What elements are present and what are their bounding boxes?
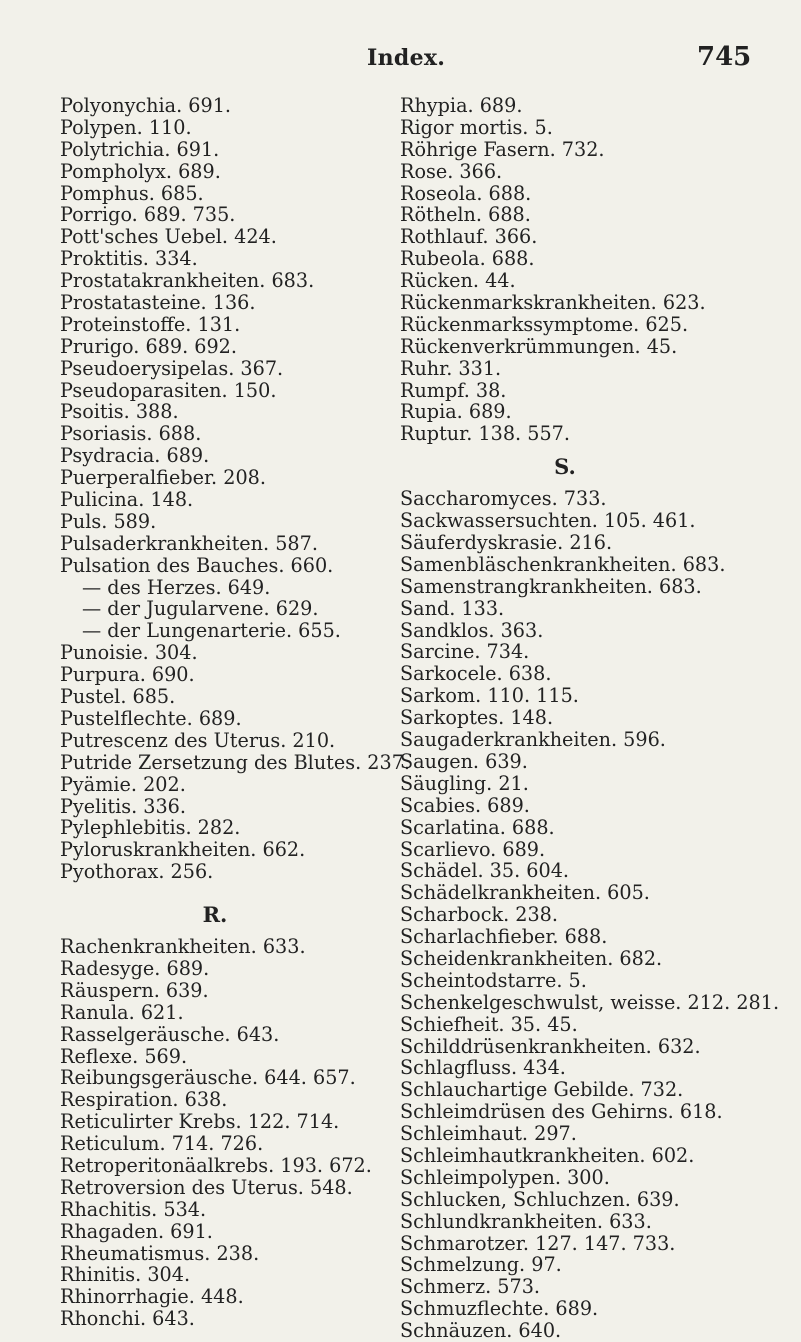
index-entry: Putride Zersetzung des Blutes. 237. (60, 750, 411, 774)
right-column (400, 95, 800, 1342)
index-entry: Pylephlebitis. 282. (60, 816, 241, 840)
index-entry: Schlagfluss. 434. (400, 1056, 566, 1080)
index-entry: Proktitis. 334. (60, 247, 198, 271)
index-entry: Pustel. 685. (60, 685, 176, 709)
index-entry: Radesyge. 689. (60, 956, 210, 980)
index-entry: Punoisie. 304. (60, 641, 198, 665)
index-entry: Säuferdyskrasie. 216. (400, 531, 613, 555)
index-entry: Pyloruskrankheiten. 662. (60, 838, 306, 862)
entry-list-p (60, 94, 411, 884)
entry-list-s (400, 488, 800, 1342)
index-entry: Pulsation des Bauches. 660. (60, 553, 334, 577)
index-entry: Putrescenz des Uterus. 210. (60, 728, 336, 752)
entry-list-r-continued (400, 95, 800, 445)
index-entry: Röhrige Fasern. 732. (400, 137, 605, 161)
index-entry: Reticulum. 714. 726. (60, 1132, 264, 1156)
index-entry: Pott'sches Uebel. 424. (60, 225, 277, 249)
index-entry: Psoitis. 388. (60, 400, 179, 424)
index-entry: Scarlatina. 688. (400, 815, 555, 839)
entry-list-r (60, 936, 390, 1330)
index-entry: Ruhr. 331. (400, 356, 502, 380)
index-entry: Schädel. 35. 604. (400, 859, 569, 883)
index-entry: Schmuzflechte. 689. (400, 1297, 599, 1321)
index-entry: Rhinitis. 304. (60, 1263, 191, 1287)
index-entry: Samenbläschenkrankheiten. 683. (400, 552, 726, 576)
index-entry: Rumpf. 38. (400, 378, 507, 402)
index-entry: Schmarotzer. 127. 147. 733. (400, 1231, 676, 1255)
index-entry: — der Jugularvene. 629. (82, 597, 319, 621)
index-entry: Saugen. 639. (400, 749, 528, 773)
index-entry: Schilddrüsenkrankheiten. 632. (400, 1034, 701, 1058)
index-entry: Rhinorrhagie. 448. (60, 1285, 244, 1309)
index-entry: Schleimpolypen. 300. (400, 1165, 610, 1189)
index-entry: Puls. 589. (60, 509, 157, 533)
index-entry: Rhachitis. 534. (60, 1197, 207, 1221)
index-entry: Schlundkrankheiten. 633. (400, 1209, 652, 1233)
index-entry: Polypen. 110. (60, 115, 192, 139)
index-entry: Rubeola. 688. (400, 247, 535, 271)
index-entry: Prostatakrankheiten. 683. (60, 269, 315, 293)
index-entry: Schleimhaut. 297. (400, 1122, 577, 1146)
index-entry: Scharlachfieber. 688. (400, 925, 608, 949)
index-entry: Rheumatismus. 238. (60, 1241, 260, 1265)
section-letter-s: S. (554, 454, 576, 480)
index-entry: Rhagaden. 691. (60, 1219, 213, 1243)
index-entry: Porrigo. 689. 735. (60, 203, 236, 227)
index-entry: Saccharomyces. 733. (400, 487, 607, 511)
index-entry: Sandklos. 363. (400, 618, 544, 642)
index-entry: Rasselgeräusche. 643. (60, 1022, 280, 1046)
index-entry: Psoriasis. 688. (60, 422, 202, 446)
index-entry: Schnäuzen. 640. (400, 1319, 562, 1342)
index-entry: Psydracia. 689. (60, 444, 210, 468)
index-entry: — der Lungenarterie. 655. (82, 619, 341, 643)
index-entry: Schiefheit. 35. 45. (400, 1012, 578, 1036)
index-entry: Sand. 133. (400, 596, 505, 620)
index-entry: Schenkelgeschwulst, weisse. 212. 281. (400, 990, 780, 1014)
index-entry: Rose. 366. (400, 159, 503, 183)
index-entry: Reibungsgeräusche. 644. 657. (60, 1066, 356, 1090)
index-entry: Schmerz. 573. (400, 1275, 540, 1299)
index-entry: Respiration. 638. (60, 1088, 228, 1112)
index-entry: Proteinstoffe. 131. (60, 312, 241, 336)
index-entry: Schleimdrüsen des Gehirns. 618. (400, 1100, 723, 1124)
index-entry: Schlucken, Schluchzen. 639. (400, 1187, 680, 1211)
index-entry: Pustelflechte. 689. (60, 706, 242, 730)
index-entry: Schmelzung. 97. (400, 1253, 562, 1277)
index-entry: Rücken. 44. (400, 269, 516, 293)
left-column (60, 94, 411, 1331)
index-entry: Prostatasteine. 136. (60, 291, 256, 315)
index-entry: Rötheln. 688. (400, 203, 531, 227)
index-entry: Rachenkrankheiten. 633. (60, 935, 306, 959)
index-entry: Sarkoptes. 148. (400, 706, 554, 730)
running-head: Index. (367, 45, 446, 71)
index-entry: Pyämie. 202. (60, 772, 186, 796)
index-entry: Pulsaderkrankheiten. 587. (60, 531, 318, 555)
index-entry: Roseola. 688. (400, 181, 532, 205)
index-entry: Polytrichia. 691. (60, 137, 220, 161)
index-entry: Scarlievo. 689. (400, 837, 546, 861)
index-entry: Schädelkrankheiten. 605. (400, 881, 650, 905)
index-entry: Sarkom. 110. 115. (400, 684, 579, 708)
index-entry: Scharbock. 238. (400, 903, 558, 927)
index-entry: Puerperalfieber. 208. (60, 466, 266, 490)
index-entry: Retroversion des Uterus. 548. (60, 1175, 353, 1199)
index-entry: Ruptur. 138. 557. (400, 422, 570, 446)
index-entry: — des Herzes. 649. (82, 575, 271, 599)
page-number: 745 (697, 42, 752, 72)
index-entry: Reticulirter Krebs. 122. 714. (60, 1110, 340, 1134)
index-entry: Rupia. 689. (400, 400, 512, 424)
index-entry: Scheintodstarre. 5. (400, 968, 587, 992)
index-entry: Ranula. 621. (60, 1000, 184, 1024)
index-entry: Scabies. 689. (400, 793, 530, 817)
index-entry: Pomphus. 685. (60, 181, 204, 205)
index-entry: Rückenmarkssymptome. 625. (400, 312, 689, 336)
index-entry: Polyonychia. 691. (60, 94, 232, 117)
index-entry: Purpura. 690. (60, 663, 195, 687)
index-entry: Rückenmarkskrankheiten. 623. (400, 291, 706, 315)
index-entry: Retroperitonäalkrebs. 193. 672. (60, 1153, 372, 1177)
index-entry: Räuspern. 639. (60, 978, 209, 1002)
index-entry: Saugaderkrankheiten. 596. (400, 728, 666, 752)
index-entry: Schlauchartige Gebilde. 732. (400, 1078, 684, 1102)
index-entry: Reflexe. 569. (60, 1044, 188, 1068)
index-entry: Rückenverkrümmungen. 45. (400, 334, 678, 358)
index-entry: Pseudoparasiten. 150. (60, 378, 277, 402)
index-entry: Rhypia. 689. (400, 94, 523, 117)
index-entry: Säugling. 21. (400, 771, 529, 795)
index-entry: Rigor mortis. 5. (400, 115, 553, 139)
index-entry: Schleimhautkrankheiten. 602. (400, 1143, 695, 1167)
index-entry: Pyothorax. 256. (60, 860, 214, 884)
index-entry: Sarcine. 734. (400, 640, 530, 664)
index-entry: Sackwassersuchten. 105. 461. (400, 509, 696, 533)
index-entry: Prurigo. 689. 692. (60, 334, 237, 358)
index-entry: Rothlauf. 366. (400, 225, 538, 249)
page-header (0, 0, 801, 80)
index-entry: Scheidenkrankheiten. 682. (400, 946, 663, 970)
index-entry: Pyelitis. 336. (60, 794, 186, 818)
section-letter-r: R. (202, 902, 228, 928)
index-entry: Pompholyx. 689. (60, 159, 221, 183)
index-entry: Pseudoerysipelas. 367. (60, 356, 284, 380)
index-entry: Pulicina. 148. (60, 488, 194, 512)
index-entry: Sarkocele. 638. (400, 662, 552, 686)
index-entry: Rhonchi. 643. (60, 1307, 195, 1331)
index-entry: Samenstrangkrankheiten. 683. (400, 574, 702, 598)
